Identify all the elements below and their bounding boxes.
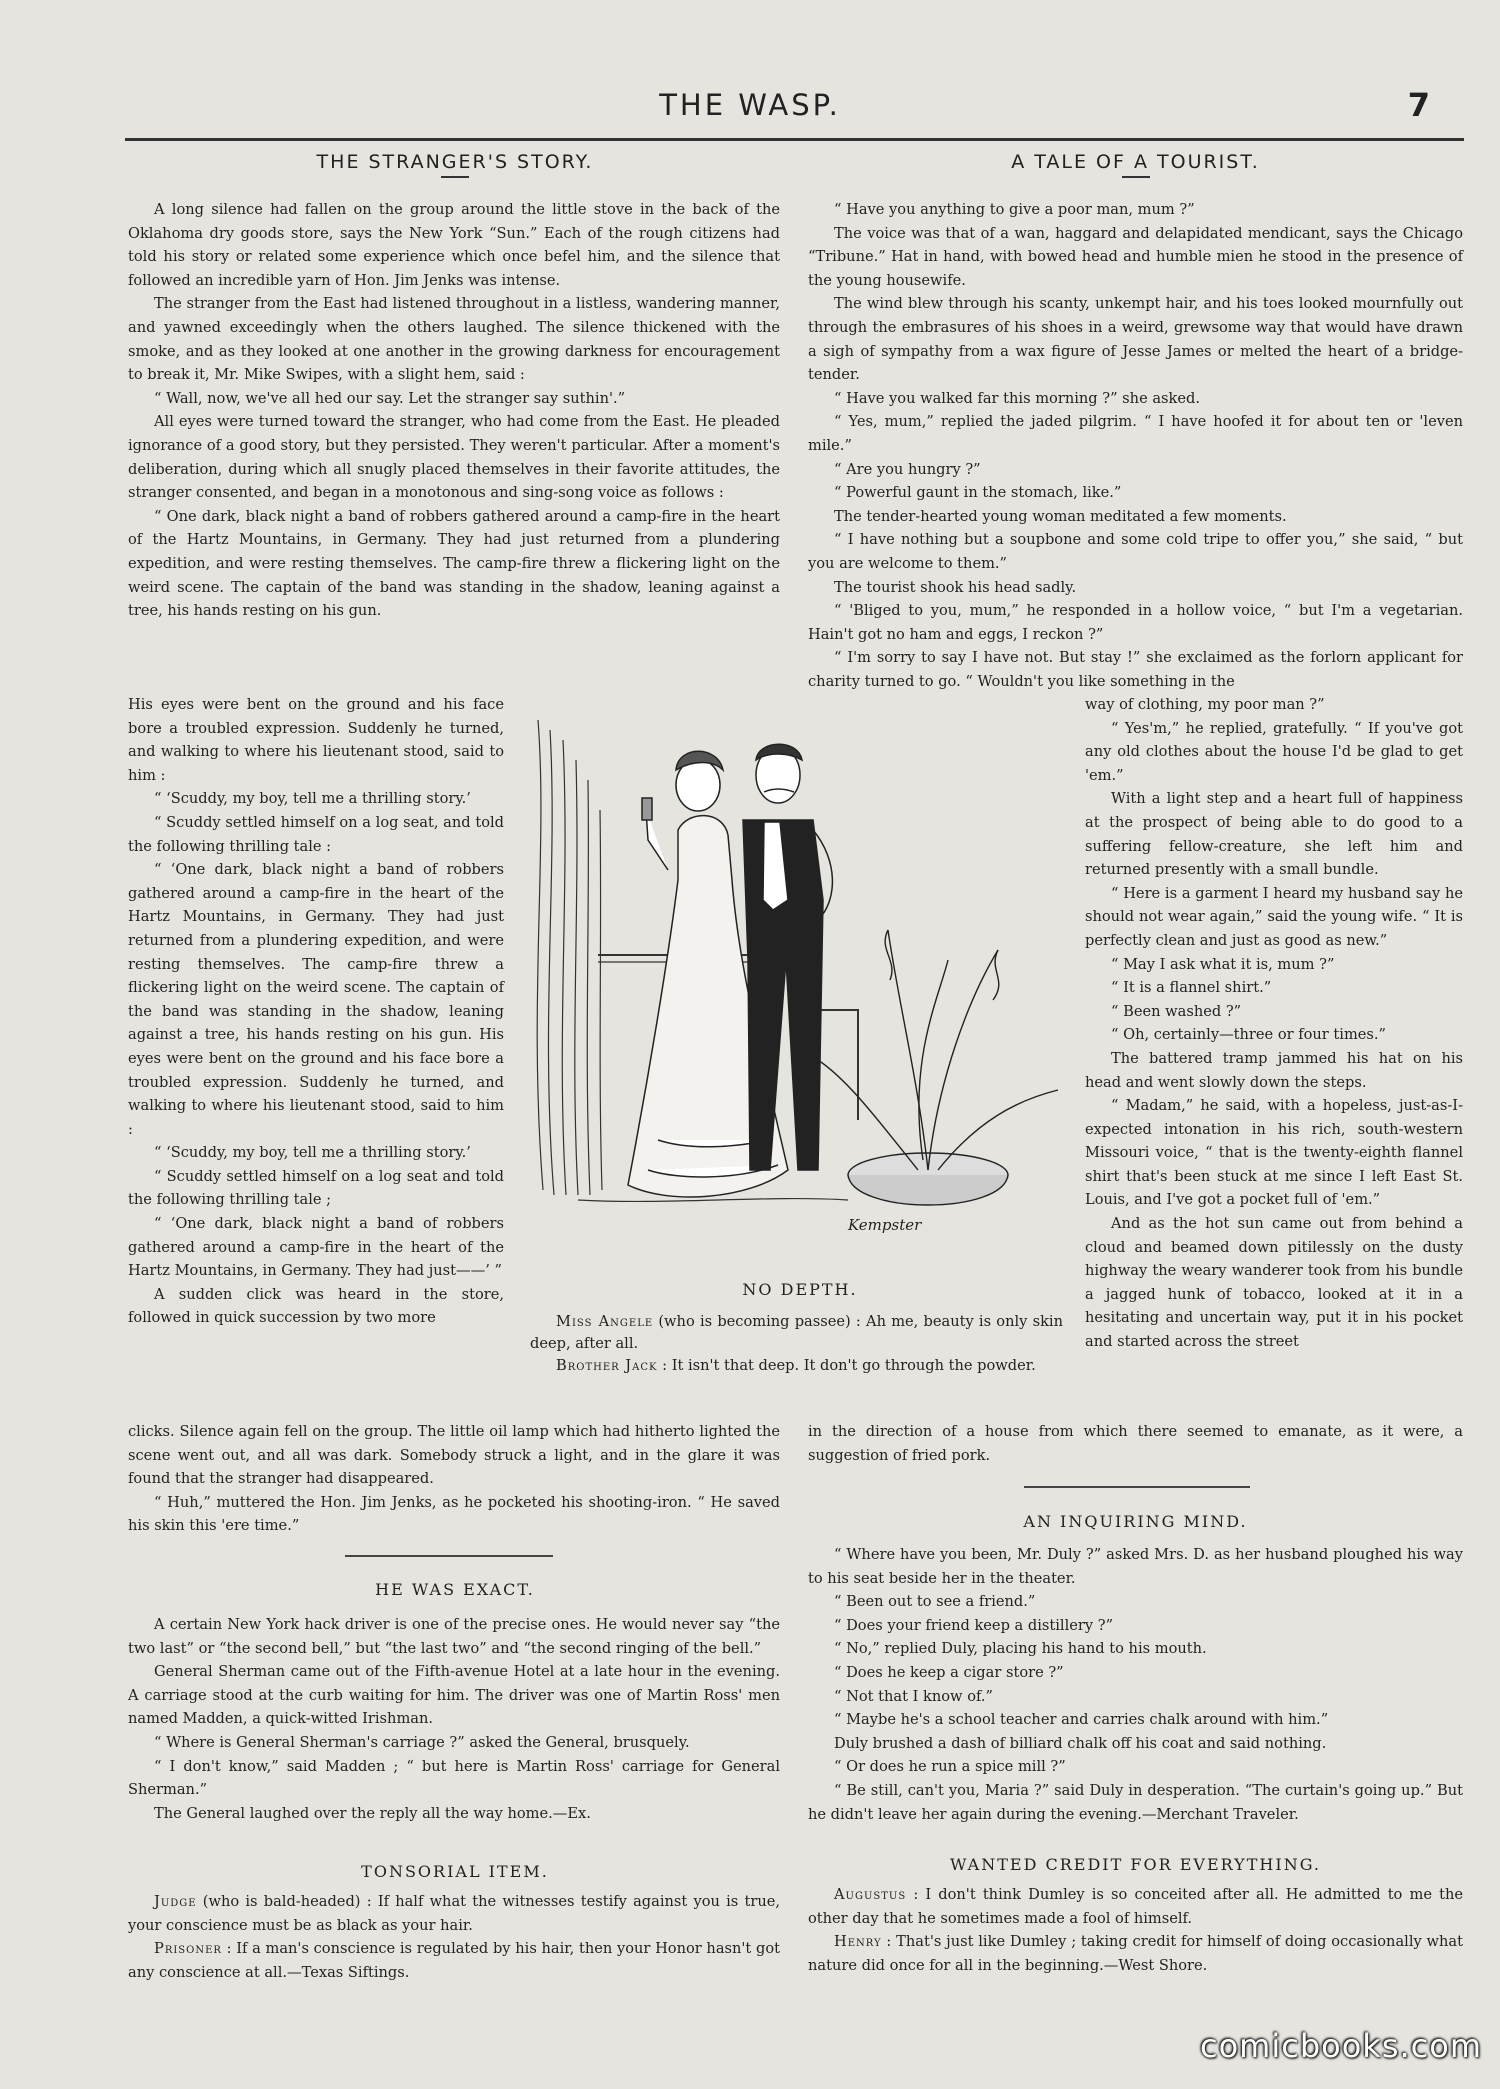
wanted-credit-title: WANTED CREDIT FOR EVERYTHING. <box>950 1855 1321 1874</box>
dialogue-line <box>128 1937 780 1984</box>
paragraph: “ I have nothing but a soupbone and some cold tripe to offer you,” she said, “ but you are welcome to them.” <box>808 531 1463 572</box>
paragraph: “ May I ask what it is, mum ?” <box>1111 955 1335 973</box>
paragraph: way of clothing, my poor man ?” <box>1085 696 1325 713</box>
dialogue-line <box>808 1930 1463 1977</box>
paragraph: The battered tramp jammed his hat on his head and went slowly down the steps. <box>1085 1049 1463 1091</box>
line-text: : If a man's conscience is regulated by his hair, then your Honor hasn't got any conscience at all.—Texas Siftings. <box>128 1940 780 1981</box>
paragraph: With a light step and a heart full of happiness at the prospect of being able to do good to a suffering fellow-creature, she left him and returned presently with a small bundle. <box>1085 790 1463 879</box>
line-text: (who is bald-headed) : If half what the witnesses testify against you is true, your conscience must be as black as your hair. <box>128 1893 780 1934</box>
stranger-story-title: THE STRANGER'S STORY. <box>316 151 594 173</box>
paragraph: “ Yes'm,” he replied, gratefully. “ If you've got any old clothes about the house I'd be glad to get 'em.” <box>1085 719 1463 784</box>
paragraph: General Sherman came out of the Fifth-avenue Hotel at a late hour in the evening. A carriage stood at the curb waiting for him. The driver was one of Martin Ross' men named Madden, a quick-witted Irishman. <box>128 1663 780 1728</box>
paragraph: A certain New York hack driver is one of the precise ones. He would never say “the two last” or “the second bell,” but “the last two” and “the second ringing of the bell.” <box>128 1616 780 1657</box>
paragraph: “ Been washed ?” <box>1111 1002 1242 1020</box>
title-tick <box>441 176 469 178</box>
cartoon-illustration <box>518 700 1073 1260</box>
paragraph: “ Oh, certainly—three or four times.” <box>1111 1026 1387 1044</box>
paragraph: “ ‘Scuddy, my boy, tell me a thrilling story.’ <box>154 1144 471 1162</box>
paragraph: “ Does he keep a cigar store ?” <box>834 1663 1064 1681</box>
paragraph: “ I'm sorry to say I have not. But stay !” she exclaimed as the forlorn applicant for charity turned to go. “ Wouldn't you like something in the <box>808 649 1463 690</box>
paragraph: “ Have you anything to give a poor man, mum ?” <box>834 201 1195 218</box>
paragraph: “ Wall, now, we've all hed our say. Let the stranger say suthin'.” <box>154 389 626 407</box>
paragraph: clicks. Silence again fell on the group. The little oil lamp which had hitherto lighted the scene went out, and all was dark. Somebody struck a light, and in the glare it was found that the stranger had disappeared. <box>128 1423 780 1488</box>
speaker: Judge <box>154 1893 197 1910</box>
paragraph: The wind blew through his scanty, unkempt hair, and his toes looked mournfully out through the embrasures of his shoes in a weird, grewsome way that would have drawn a sigh of sympathy from a wax figure of Jesse James or melted the heart of a bridge-tender. <box>808 295 1463 384</box>
paragraph: “ ‘Scuddy, my boy, tell me a thrilling story.’ <box>154 790 471 808</box>
wanted-credit-body <box>808 1883 1463 1977</box>
inquiring-mind-title: AN INQUIRING MIND. <box>1023 1512 1248 1531</box>
speaker: Brother Jack <box>556 1357 658 1374</box>
paragraph: A long silence had fallen on the group around the little stove in the back of the Oklahoma dry goods store, says the New York “Sun.” Each of the rough citizens had told his story or related some experience which once befel him, and the silence that followed an incredible yarn of Hon. Jim Jenks was intense. <box>128 201 780 289</box>
artist-signature: Kempster <box>848 1216 922 1234</box>
paragraph: And as the hot sun came out from behind a cloud and beamed down pitilessly on the dusty highway the weary wanderer took from his bundle a jagged hunk of tobacco, looked at it in a hesitating and uncertain way, put it in his pocket and started across the street <box>1085 1215 1463 1351</box>
paragraph: “ Here is a garment I heard my husband say he should not wear again,” said the young wife. “ It is perfectly clean and just as good as new.” <box>1085 884 1463 949</box>
section-divider <box>345 1555 553 1557</box>
paragraph: A sudden click was heard in the store, followed in quick succession by two more <box>128 1285 504 1327</box>
paragraph: “ Have you walked far this morning ?” she asked. <box>834 389 1200 407</box>
paragraph: The tourist shook his head sadly. <box>834 578 1077 596</box>
paragraph: “ Where have you been, Mr. Duly ?” asked Mrs. D. as her husband ploughed his way to his seat beside her in the theater. <box>808 1546 1463 1587</box>
header-rule <box>125 138 1464 141</box>
line-text: (who is becoming passee) : Ah me, beauty is only skin deep, after all. <box>530 1313 1063 1352</box>
dialogue-line <box>530 1355 1063 1377</box>
paragraph: “ Yes, mum,” replied the jaded pilgrim. “ I have hoofed it for about ten or 'leven mile.” <box>808 413 1463 454</box>
paragraph: “ Scuddy settled himself on a log seat and told the following thrilling tale ; <box>128 1167 504 1209</box>
he-was-exact-title: HE WAS EXACT. <box>375 1580 535 1599</box>
title-tick <box>1122 176 1150 178</box>
paragraph: “ One dark, black night a band of robbers gathered around a camp-fire in the heart of the Hartz Mountains, in Germany. They had just returned from a plundering expedition, and were resting themselves. The camp-fire threw a flickering light on the weird scene. The captain of the band was standing in the shadow, leaning against a tree, his hands resting on his gun. <box>128 507 780 620</box>
paragraph: The tender-hearted young woman meditated a few moments. <box>834 507 1287 525</box>
speaker: Miss Angele <box>556 1313 654 1330</box>
paragraph: “ Does your friend keep a distillery ?” <box>834 1616 1114 1634</box>
dialogue-line <box>128 1890 780 1937</box>
paragraph: “ Powerful gaunt in the stomach, like.” <box>834 484 1122 502</box>
line-text: : That's just like Dumley ; taking credit for himself of doing occasionally what nature did once for all in the beginning.—West Shore. <box>808 1933 1463 1974</box>
paragraph: Duly brushed a dash of billiard chalk off his coat and said nothing. <box>834 1734 1327 1752</box>
stranger-story-top <box>128 198 780 623</box>
tonsorial-item-body <box>128 1890 780 1984</box>
potted-plant <box>818 930 1058 1205</box>
stranger-story-narrow <box>128 693 504 1330</box>
stranger-story-end <box>128 1420 780 1538</box>
paragraph: in the direction of a house from which there seemed to emanate, as it were, a suggestion of fried pork. <box>808 1423 1463 1464</box>
paragraph: His eyes were bent on the ground and his face bore a troubled expression. Suddenly he turned, and walking to where his lieutenant stood, said to him : <box>128 696 504 784</box>
paragraph: The General laughed over the reply all the way home.—Ex. <box>154 1804 591 1822</box>
cartoon-caption <box>530 1311 1063 1377</box>
speaker: Henry <box>834 1933 882 1951</box>
dialogue-line <box>530 1311 1063 1355</box>
inquiring-mind-body <box>808 1543 1463 1826</box>
line-text: : I don't think Dumley is so conceited after all. He admitted to me the other day that he sometimes made a fool of himself. <box>808 1886 1463 1927</box>
paragraph: “ Scuddy settled himself on a log seat, and told the following thrilling tale : <box>128 813 504 855</box>
dialogue-line <box>808 1883 1463 1930</box>
paragraph: “ Not that I know of.” <box>834 1687 993 1705</box>
paragraph: “ Maybe he's a school teacher and carries chalk around with him.” <box>834 1711 1329 1729</box>
paragraph: All eyes were turned toward the stranger, who had come from the East. He pleaded ignorance of a good story, but they persisted. They weren't particular. After a moment's deliberation, during which all snugly placed themselves in their favorite attitudes, the stranger consented, and began in a monotonous and sing-song voice as follows : <box>128 413 780 502</box>
paragraph: “ 'Bliged to you, mum,” he responded in a hollow voice, “ but I'm a vegetarian. Hain't got no ham and eggs, I reckon ?” <box>808 602 1463 643</box>
section-divider <box>1024 1486 1250 1488</box>
speaker: Augustus <box>834 1886 907 1903</box>
tourist-tale-title: A TALE OF A TOURIST. <box>1011 151 1260 173</box>
tourist-tale-narrow <box>1085 693 1463 1354</box>
paragraph: “ Madam,” he said, with a hopeless, just-as-I-expected intonation in his rich, south-western Missouri voice, “ that is the twenty-eighth flannel shirt that's been stuck at me since I left East St. Louis, and I've got a pocket full of 'em.” <box>1085 1097 1463 1209</box>
paragraph: “ Huh,” muttered the Hon. Jim Jenks, as he pocketed his shooting-iron. “ He saved his skin this 'ere time.” <box>128 1493 780 1535</box>
speaker: Prisoner <box>154 1940 222 1958</box>
paragraph: “ ‘One dark, black night a band of robbers gathered around a camp-fire in the heart of the Hartz Mountains, in Germany. They had just——’ ” <box>128 1215 504 1280</box>
paragraph: “ Been out to see a friend.” <box>834 1593 1036 1611</box>
paragraph: “ It is a flannel shirt.” <box>1111 979 1272 997</box>
paragraph: The stranger from the East had listened throughout in a listless, wandering manner, and yawned exceedingly when the others laughed. The silence thickened with the smoke, and as they looked at one another in the growing darkness for encouragement to break it, Mr. Mike Swipes, with a slight hem, said : <box>128 295 780 384</box>
masthead-title: THE WASP. <box>659 88 841 122</box>
paragraph: “ No,” replied Duly, placing his hand to his mouth. <box>834 1640 1207 1658</box>
line-text: : It isn't that deep. It don't go through the powder. <box>657 1357 1036 1374</box>
paragraph: “ Where is General Sherman's carriage ?” asked the General, brusquely. <box>154 1733 690 1751</box>
tourist-tale-end <box>808 1420 1463 1467</box>
paragraph: “ Or does he run a spice mill ?” <box>834 1758 1066 1776</box>
cartoon-caption-title: NO DEPTH. <box>742 1280 858 1299</box>
paragraph: “ Are you hungry ?” <box>834 460 981 478</box>
page-number: 7 <box>1407 86 1430 124</box>
watermark: comicbooks.com <box>1199 2027 1482 2065</box>
paragraph: “ ‘One dark, black night a band of robbers gathered around a camp-fire in the heart of the Hartz Mountains, in Germany. They had just returned from a plundering expedition, and were resting themselves. The camp-fire threw a flickering light on the weird scene. The captain of the band was standing in the shadow, leaning against a tree, his hands resting on his gun. His eyes were bent on the ground and his face bore a troubled expression. Suddenly he turned, and walking to where his lieutenant stood, said to him : <box>128 861 504 1138</box>
tonsorial-item-title: TONSORIAL ITEM. <box>361 1862 549 1881</box>
tourist-tale-top <box>808 198 1463 693</box>
he-was-exact-body <box>128 1613 780 1825</box>
paragraph: “ I don't know,” said Madden ; “ but here is Martin Ross' carriage for General Sherman.” <box>128 1757 780 1799</box>
paragraph: The voice was that of a wan, haggard and delapidated mendicant, says the Chicago “Tribune.” Hat in hand, with bowed head and humble mien he stood in the presence of the young housewife. <box>808 224 1463 289</box>
paragraph: “ Be still, can't you, Maria ?” said Duly in desperation. “The curtain's going up.” But he didn't leave her again during the evening.—Merchant Traveler. <box>808 1781 1463 1823</box>
man-figure <box>743 744 832 1170</box>
